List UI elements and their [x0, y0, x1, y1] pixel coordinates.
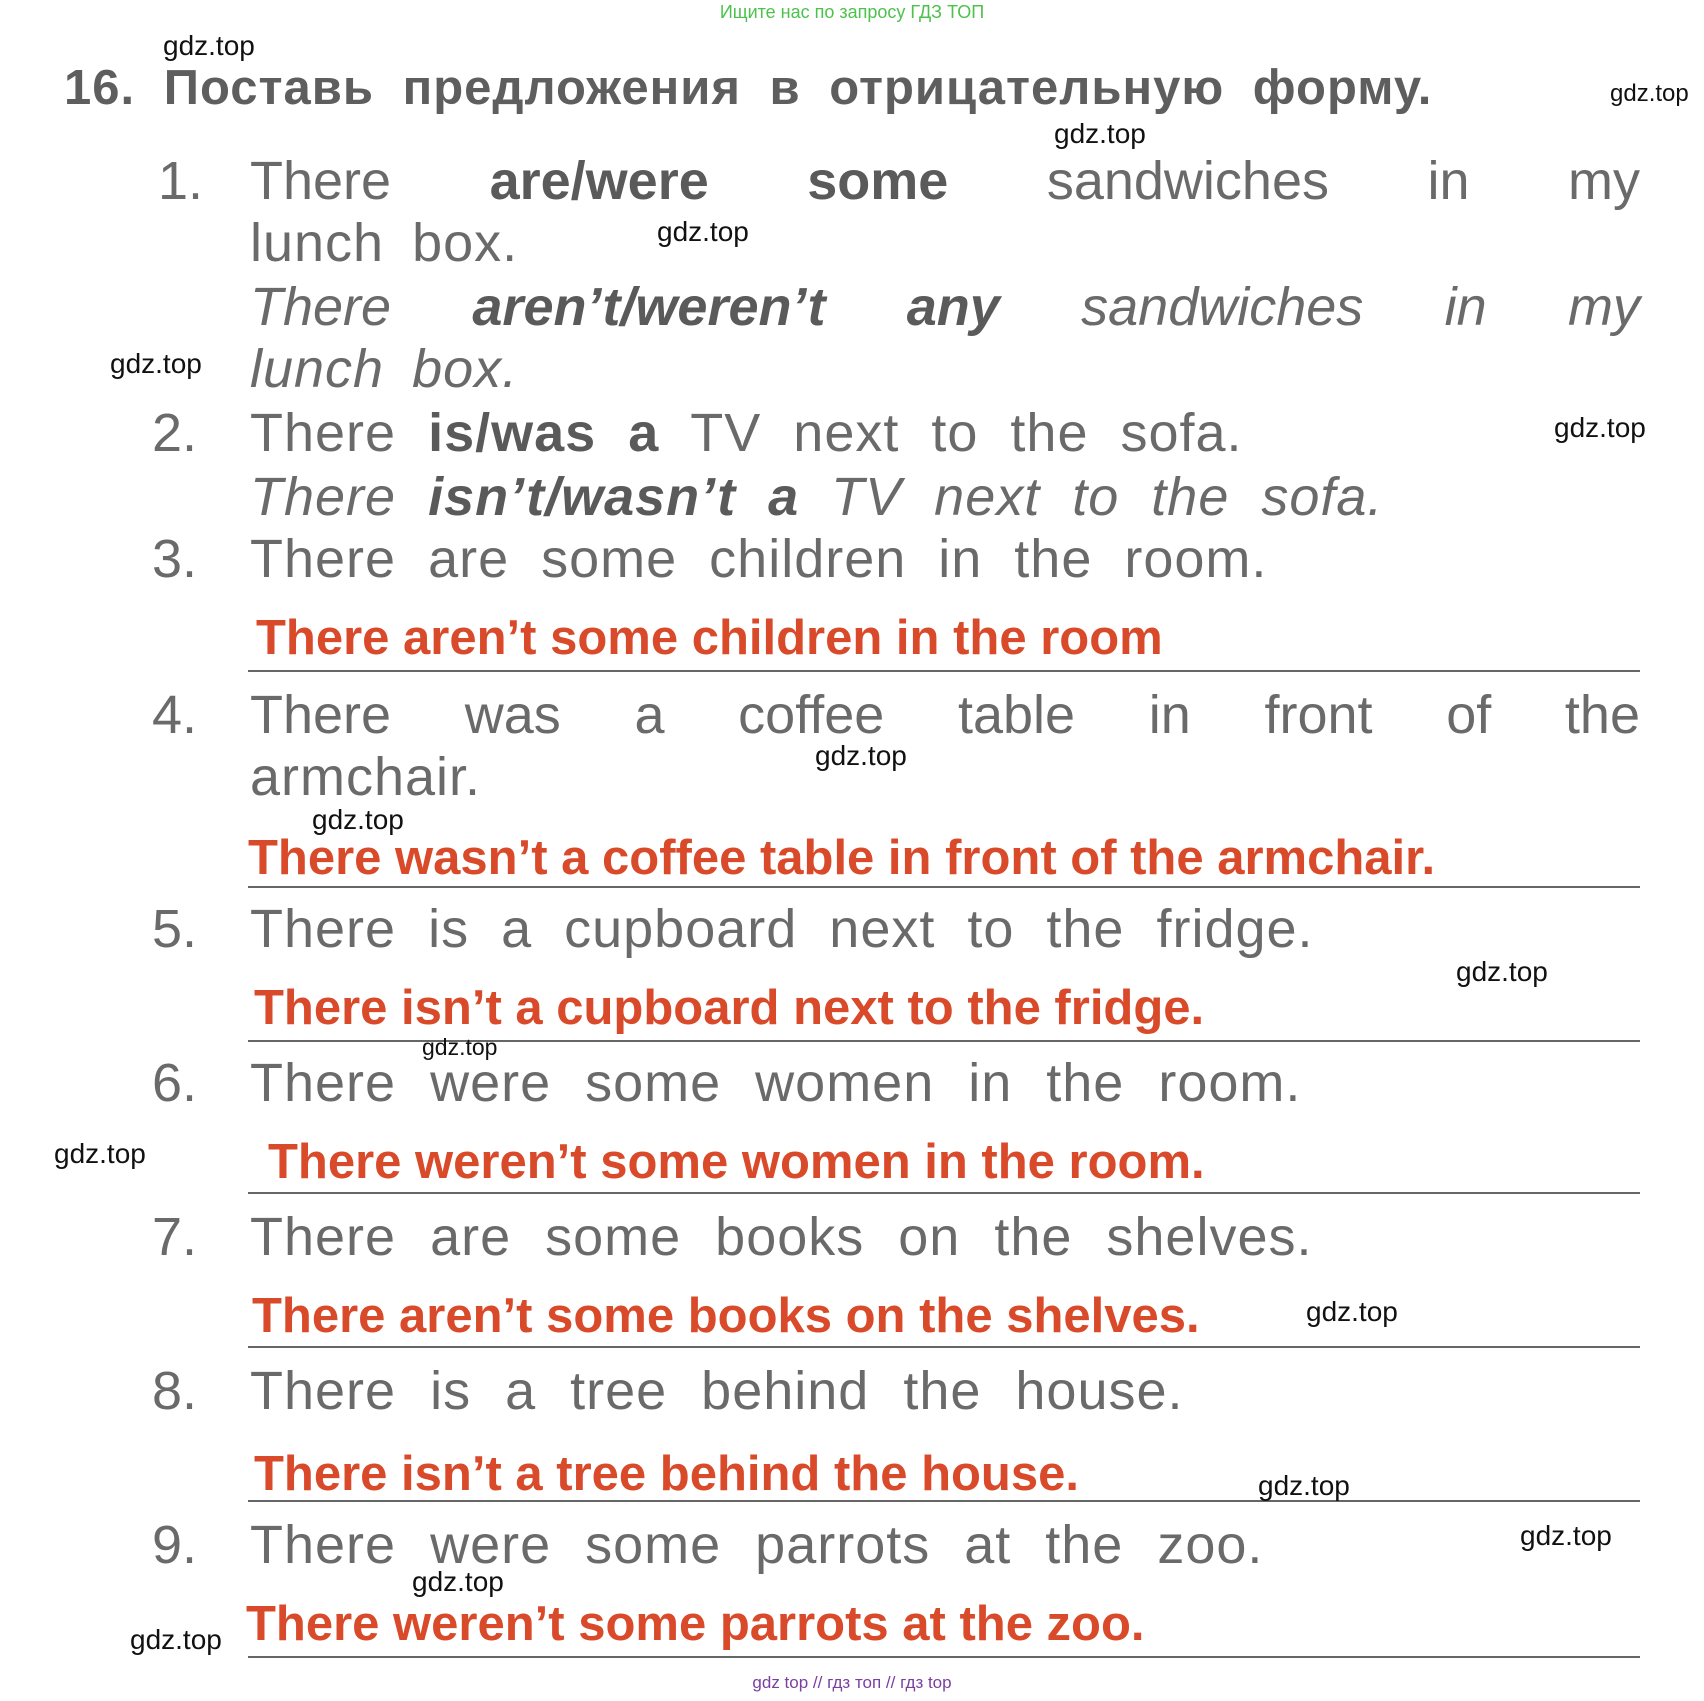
exercise-sentence-line1	[250, 684, 1640, 746]
watermark: gdz.top	[130, 1624, 222, 1655]
item-number: 8.	[152, 1361, 198, 1421]
answer-text: There weren’t some parrots at the zoo.	[246, 1597, 1145, 1651]
task-instruction: Поставь предложения в отрицательную форму.	[163, 61, 1433, 115]
word: sandwiches	[1081, 277, 1364, 337]
item-number: 2.	[152, 403, 198, 463]
item-number: 3.	[152, 529, 198, 589]
word: a	[634, 685, 665, 745]
watermark: gdz.top	[1054, 118, 1146, 149]
watermark: gdz.top	[412, 1566, 504, 1597]
word: in	[1427, 151, 1470, 211]
watermark: gdz.top	[312, 804, 404, 835]
word: There	[250, 277, 392, 337]
watermark: gdz.top	[422, 1034, 498, 1060]
word: There	[250, 467, 397, 527]
answer-line	[248, 1656, 1640, 1658]
answer-line	[248, 1346, 1640, 1348]
word: my	[1567, 277, 1640, 337]
answer-line	[248, 1500, 1640, 1502]
word: was	[464, 685, 561, 745]
word: isn’t/wasn’t	[428, 467, 737, 527]
task-number: 16.	[64, 61, 136, 115]
watermark: gdz.top	[1456, 956, 1548, 987]
answer-text: There aren’t some books on the shelves.	[252, 1289, 1200, 1343]
watermark: gdz.top	[163, 30, 255, 61]
word: are/were	[489, 151, 709, 211]
watermark: gdz.top	[1610, 80, 1689, 107]
word: in	[1148, 685, 1191, 745]
word: a	[628, 403, 660, 463]
watermark: gdz.top	[1520, 1520, 1612, 1551]
task-title	[64, 60, 1432, 116]
example1-line1	[250, 150, 1640, 212]
item-number: 9.	[152, 1515, 198, 1575]
word: There	[250, 151, 392, 211]
exercise-sentence-line2: armchair.	[250, 747, 482, 807]
exercise-sentence: There is a cupboard next to the fridge.	[250, 899, 1314, 959]
item-number: 4.	[152, 685, 198, 745]
answer-line	[248, 886, 1640, 888]
word: TV next to the sofa.	[831, 467, 1384, 527]
answer-line	[248, 670, 1640, 672]
example1-negative-line2: lunch box.	[250, 339, 519, 399]
word: There	[250, 685, 392, 745]
answer-text: There isn’t a tree behind the house.	[254, 1447, 1079, 1501]
watermark: gdz.top	[815, 740, 907, 771]
search-banner: Ищите нас по запросу ГДЗ ТОП	[719, 2, 985, 22]
word: front	[1264, 685, 1373, 745]
word: any	[906, 277, 1000, 337]
exercise-sentence: There are some books on the shelves.	[250, 1207, 1313, 1267]
example2-negative	[250, 466, 1383, 528]
answer-text: There wasn’t a coffee table in front of the armchair.	[248, 831, 1436, 885]
exercise-sentence: There are some children in the room.	[250, 529, 1268, 589]
word: my	[1568, 151, 1640, 211]
exercise-sentence: There were some parrots at the zoo.	[250, 1515, 1264, 1575]
exercise-sentence: There were some women in the room.	[250, 1053, 1302, 1113]
answer-text: There isn’t a cupboard next to the fridge.	[254, 981, 1205, 1035]
answer-text: There weren’t some women in the room.	[268, 1135, 1205, 1189]
word: the	[1564, 685, 1640, 745]
item-number: 7.	[152, 1207, 198, 1267]
watermark: gdz.top	[1306, 1296, 1398, 1327]
watermark: gdz.top	[1554, 412, 1646, 443]
watermark: gdz.top	[657, 216, 749, 247]
answer-line	[248, 1192, 1640, 1194]
word: a	[768, 467, 800, 527]
example1-line2: lunch box.	[250, 213, 519, 273]
word: of	[1446, 685, 1492, 745]
answer-text: There aren’t some children in the room	[256, 611, 1163, 665]
word: There	[250, 403, 397, 463]
word: coffee	[738, 685, 885, 745]
word: in	[1444, 277, 1487, 337]
exercise-sentence: There is a tree behind the house.	[250, 1361, 1184, 1421]
watermark: gdz.top	[1258, 1470, 1350, 1501]
word: TV next to the sofa.	[690, 403, 1243, 463]
word: sandwiches	[1046, 151, 1329, 211]
item-number: 1.	[158, 151, 204, 211]
word: aren’t/weren’t	[472, 277, 826, 337]
item-number: 6.	[152, 1053, 198, 1113]
word: some	[807, 151, 949, 211]
watermark: gdz.top	[110, 348, 202, 379]
footer-watermark: gdz top // гдз топ // гдз top	[752, 1673, 952, 1692]
item-number: 5.	[152, 899, 198, 959]
watermark: gdz.top	[54, 1138, 146, 1169]
example2-sentence	[250, 402, 1243, 464]
word: table	[957, 685, 1076, 745]
word: is/was	[428, 403, 597, 463]
example1-negative-line1	[250, 276, 1640, 338]
